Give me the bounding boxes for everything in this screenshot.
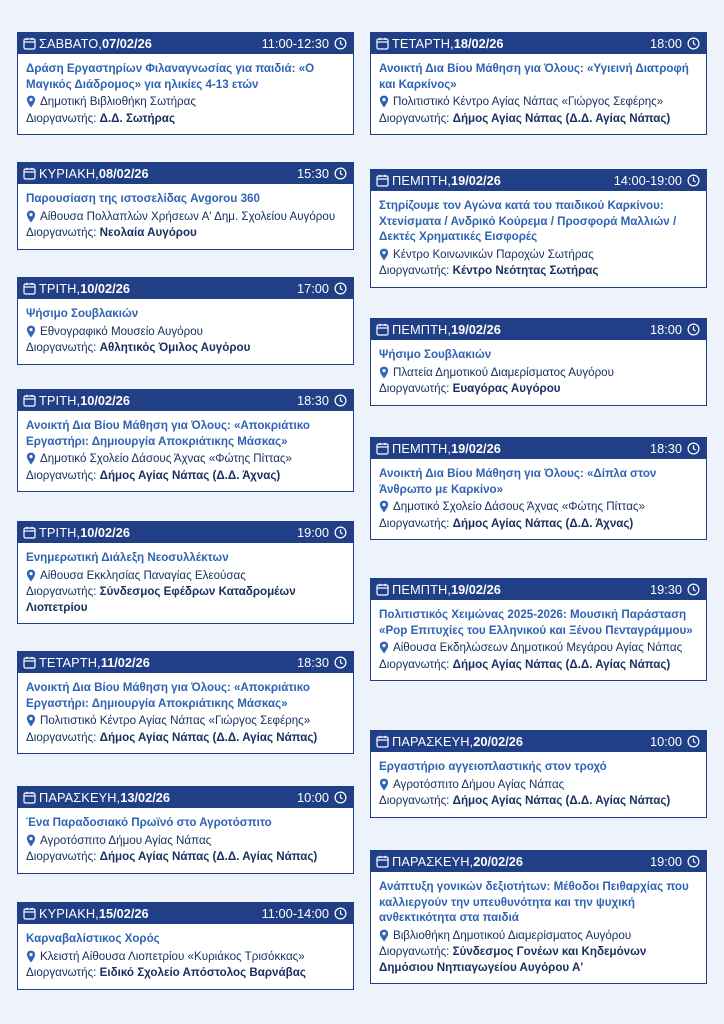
event-location	[26, 568, 345, 584]
event-organizer	[26, 340, 345, 356]
event-time: 18:30	[296, 393, 329, 408]
organizer-label: Διοργανωτής:	[26, 111, 97, 125]
event-card	[17, 162, 354, 250]
organizer-label: Διοργανωτής:	[379, 264, 450, 277]
event-day: ΠΕΜΠΤΗ,	[392, 322, 451, 337]
event-organizer	[379, 516, 698, 532]
event-time-wrap	[650, 582, 700, 597]
event-body	[371, 600, 706, 680]
event-header	[18, 787, 353, 808]
event-title: Ψήσιμο Σουβλακιών	[26, 307, 139, 320]
organizer-name: Ειδικό Σχολείο Απόστολος Βαρνάβας	[99, 966, 306, 979]
location-pin-icon	[379, 641, 389, 654]
location-pin-icon	[26, 452, 36, 465]
event-body	[371, 752, 706, 817]
event-body	[18, 411, 353, 491]
clock-icon	[334, 282, 347, 295]
calendar-icon	[376, 855, 389, 868]
event-day: ΠΑΡΑΣΚΕΥΗ,	[39, 790, 121, 805]
event-time-wrap	[650, 854, 700, 869]
clock-icon	[334, 37, 347, 50]
event-header	[371, 170, 706, 191]
event-time: 17:00	[296, 281, 329, 296]
event-date: 10/02/26	[80, 281, 130, 296]
event-card	[17, 277, 354, 365]
event-location	[379, 247, 698, 263]
event-organizer	[26, 849, 345, 865]
event-time: 15:30	[296, 166, 329, 181]
event-time-wrap	[650, 734, 700, 749]
event-body	[18, 184, 353, 249]
clock-icon	[687, 583, 700, 596]
event-card	[17, 32, 354, 135]
event-date: 19/02/26	[451, 322, 501, 337]
event-organizer	[379, 381, 698, 397]
event-day: ΠΑΡΑΣΚΕΥΗ,	[392, 734, 474, 749]
calendar-icon	[376, 323, 389, 336]
organizer-label: Διοργανωτής:	[379, 382, 450, 395]
event-date: 20/02/26	[473, 734, 524, 749]
event-header	[371, 731, 706, 752]
event-organizer	[379, 263, 698, 279]
event-day: ΤΕΤΑΡΤΗ,	[392, 36, 454, 51]
event-time-wrap	[262, 36, 347, 51]
event-date: 11/02/26	[100, 655, 150, 670]
event-organizer	[26, 111, 345, 127]
event-header	[371, 438, 706, 459]
event-time: 18:30	[296, 655, 329, 670]
event-location-text: Δημοτικό Σχολείο Δάσους Άχνας «Φώτης Πίττας»	[393, 500, 645, 513]
location-pin-icon	[379, 366, 389, 379]
clock-icon	[334, 791, 347, 804]
clock-icon	[687, 735, 700, 748]
event-day: ΤΡΙΤΗ,	[39, 525, 81, 540]
event-date: 10/02/26	[80, 525, 130, 540]
event-location-text: Κέντρο Κοινωνικών Παροχών Σωτήρας	[393, 247, 594, 261]
event-day: ΠΕΜΠΤΗ,	[392, 173, 451, 188]
event-card	[370, 437, 707, 540]
calendar-icon	[23, 394, 36, 407]
event-title: Στηρίζουμε τον Αγώνα κατά του παιδικού Καρκίνου: Χτενίσματα / Ανδρικό Κούρεμα / Προσφορά Μαλλιών / Δεκτές Χρηματικές Εισφορές	[379, 199, 677, 243]
event-time-wrap	[297, 525, 347, 540]
event-body	[18, 673, 353, 753]
event-body	[18, 299, 353, 364]
event-body	[18, 924, 353, 989]
event-location-text: Δημοτικό Σχολείο Δάσους Άχνας «Φώτης Πίττας»	[40, 452, 292, 465]
event-card	[370, 850, 707, 984]
event-day: ΤΡΙΤΗ,	[39, 281, 81, 296]
organizer-label: Διοργανωτής:	[26, 585, 97, 598]
event-location	[26, 94, 345, 110]
event-body	[18, 808, 353, 873]
event-location-text: Βιβλιοθήκη Δημοτικού Διαμερίσματος Αυγόρου	[393, 928, 632, 942]
event-organizer	[379, 944, 698, 975]
event-day: ΣΑΒΒΑΤΟ,	[39, 36, 102, 51]
calendar-icon	[23, 526, 36, 539]
event-organizer	[26, 468, 345, 484]
event-time-wrap	[650, 322, 700, 337]
event-day: ΚΥΡΙΑΚΗ,	[39, 906, 99, 921]
location-pin-icon	[26, 569, 36, 582]
calendar-icon	[23, 656, 36, 669]
event-body	[18, 543, 353, 623]
location-pin-icon	[379, 500, 389, 513]
calendar-icon	[376, 735, 389, 748]
location-pin-icon	[26, 714, 36, 727]
event-location	[379, 777, 698, 793]
event-organizer	[26, 225, 345, 241]
event-time: 11:00-12:30	[261, 36, 329, 51]
event-time-wrap	[297, 166, 347, 181]
calendar-icon	[23, 791, 36, 804]
event-card	[370, 32, 707, 135]
clock-icon	[687, 37, 700, 50]
event-header	[18, 652, 353, 673]
event-location	[26, 209, 345, 225]
event-time: 18:00	[649, 36, 682, 51]
event-location-text: Αίθουσα Εκκλησίας Παναγίας Ελεούσας	[40, 568, 246, 582]
event-header	[371, 319, 706, 340]
event-header	[18, 278, 353, 299]
organizer-label: Διοργανωτής:	[379, 945, 450, 958]
event-header	[18, 903, 353, 924]
event-title: Ενημερωτική Διάλεξη Νεοσυλλέκτων	[26, 551, 229, 564]
location-pin-icon	[379, 929, 389, 942]
event-organizer	[26, 730, 345, 746]
event-location-text: Δημοτική Βιβλιοθήκη Σωτήρας	[40, 95, 196, 108]
event-title: Εργαστήριο αγγειοπλαστικής στον τροχό	[379, 760, 607, 773]
organizer-name: Δήμος Αγίας Νάπας (Δ.Δ. Άχνας)	[99, 468, 281, 482]
event-time-wrap	[650, 441, 700, 456]
event-date: 10/02/26	[80, 393, 130, 408]
clock-icon	[687, 442, 700, 455]
event-time: 14:00-19:00	[613, 173, 682, 188]
event-time-wrap	[614, 173, 700, 188]
event-card	[370, 578, 707, 681]
organizer-name: Δήμος Αγίας Νάπας (Δ.Δ. Αγίας Νάπας)	[452, 111, 671, 125]
event-title: Καρναβαλίστικος Χορός	[26, 932, 160, 945]
event-body	[371, 191, 706, 287]
event-title: Δράση Εργαστηρίων Φιλαναγνωσίας για παιδιά: «Ο Μαγικός Διάδρομος» για ηλικίες 4-13 ετών	[26, 62, 315, 91]
organizer-label: Διοργανωτής:	[26, 341, 97, 354]
event-title: Πολιτιστικός Χειμώνας 2025-2026: Μουσική Παράσταση «Pop Επιτυχίες του Ελληνικού και Ξένου Πενταγράμμου»	[379, 608, 693, 637]
event-location-text: Αγροτόσπιτο Δήμου Αγίας Νάπας	[393, 777, 565, 791]
event-organizer	[379, 793, 698, 809]
event-date: 19/02/26	[451, 441, 501, 456]
event-location-text: Εθνογραφικό Μουσείο Αυγόρου	[40, 324, 204, 338]
calendar-icon	[23, 167, 36, 180]
event-location	[379, 640, 698, 656]
event-card	[17, 389, 354, 492]
organizer-name: Σύνδεσμος Εφέδρων Καταδρομέων Λιοπετρίου	[26, 585, 296, 614]
event-location-text: Κλειστή Αίθουσα Λιοπετρίου «Κυριάκος Τρισόκκας»	[40, 949, 305, 963]
event-time: 18:00	[649, 322, 682, 337]
event-body	[18, 54, 353, 134]
event-date: 20/02/26	[473, 854, 524, 869]
organizer-name: Δήμος Αγίας Νάπας (Δ.Δ. Αγίας Νάπας)	[99, 730, 318, 744]
clock-icon	[334, 526, 347, 539]
event-location	[26, 713, 345, 729]
event-day: ΚΥΡΙΑΚΗ,	[39, 166, 99, 181]
event-card	[370, 318, 707, 406]
calendar-icon	[376, 583, 389, 596]
event-card	[370, 730, 707, 818]
event-organizer	[26, 584, 345, 615]
organizer-label: Διοργανωτής:	[379, 516, 450, 530]
organizer-name: Δήμος Αγίας Νάπας (Δ.Δ. Αγίας Νάπας)	[99, 850, 318, 863]
calendar-icon	[376, 442, 389, 455]
event-header	[18, 163, 353, 184]
organizer-name: Δ.Δ. Σωτήρας	[99, 111, 175, 125]
event-day: ΠΕΜΠΤΗ,	[392, 582, 451, 597]
event-time: 11:00-14:00	[261, 906, 329, 921]
location-pin-icon	[26, 325, 36, 338]
event-time-wrap	[297, 790, 347, 805]
organizer-name: Ευαγόρας Αυγόρου	[452, 382, 561, 395]
location-pin-icon	[26, 950, 36, 963]
event-card	[17, 786, 354, 874]
event-date: 19/02/26	[451, 582, 501, 597]
event-location	[379, 499, 698, 515]
organizer-label: Διοργανωτής:	[26, 850, 97, 863]
clock-icon	[334, 167, 347, 180]
event-card	[17, 521, 354, 624]
event-body	[371, 872, 706, 983]
calendar-icon	[376, 174, 389, 187]
event-time-wrap	[650, 36, 700, 51]
event-location-text: Πολιτιστικό Κέντρο Αγίας Νάπας «Γιώργος Σεφέρης»	[40, 714, 311, 727]
event-date: 18/02/26	[453, 36, 504, 51]
clock-icon	[334, 394, 347, 407]
event-title: Ανοικτή Δια Βίου Μάθηση για Όλους: «Υγιεινή Διατροφή και Καρκίνος»	[379, 62, 689, 91]
clock-icon	[687, 323, 700, 336]
event-title: Ανάπτυξη γονικών δεξιοτήτων: Μέθοδοι Πειθαρχίας που καλλιεργούν την υπευθυνότητα και την ψυχική ανθεκτικότητα στα παιδιά	[379, 880, 689, 924]
event-time: 19:00	[296, 525, 329, 540]
organizer-name: Κέντρο Νεότητας Σωτήρας	[452, 264, 599, 277]
calendar-icon	[23, 37, 36, 50]
location-pin-icon	[379, 95, 389, 108]
event-header	[371, 851, 706, 872]
event-location	[26, 451, 345, 467]
calendar-icon	[23, 907, 36, 920]
organizer-name: Δήμος Αγίας Νάπας (Δ.Δ. Αγίας Νάπας)	[452, 657, 671, 671]
event-organizer	[26, 965, 345, 981]
calendar-icon	[23, 282, 36, 295]
event-title: Ψήσιμο Σουβλακιών	[379, 348, 492, 361]
event-time-wrap	[297, 655, 347, 670]
calendar-icon	[376, 37, 389, 50]
event-date: 07/02/26	[102, 36, 152, 51]
organizer-label: Διοργανωτής:	[26, 468, 97, 482]
event-time: 18:30	[649, 441, 682, 456]
organizer-label: Διοργανωτής:	[26, 730, 97, 744]
event-title: Παρουσίαση της ιστοσελίδας Avgorou 360	[26, 192, 260, 205]
clock-icon	[687, 855, 700, 868]
event-header	[371, 579, 706, 600]
event-body	[371, 340, 706, 405]
organizer-label: Διοργανωτής:	[26, 226, 97, 239]
clock-icon	[334, 656, 347, 669]
event-location-text: Αγροτόσπιτο Δήμου Αγίας Νάπας	[40, 833, 212, 847]
location-pin-icon	[26, 210, 36, 223]
event-time-wrap	[262, 906, 347, 921]
clock-icon	[334, 907, 347, 920]
location-pin-icon	[379, 778, 389, 791]
event-date: 13/02/26	[120, 790, 171, 805]
event-header	[371, 33, 706, 54]
organizer-label: Διοργανωτής:	[26, 966, 97, 979]
event-organizer	[379, 657, 698, 673]
event-header	[18, 522, 353, 543]
event-time: 19:30	[649, 582, 682, 597]
event-card	[17, 902, 354, 990]
organizer-name: Αθλητικός Όμιλος Αυγόρου	[99, 341, 251, 354]
event-body	[371, 54, 706, 134]
event-location-text: Αίθουσα Πολλαπλών Χρήσεων Α' Δημ. Σχολείου Αυγόρου	[40, 209, 336, 223]
event-location	[26, 324, 345, 340]
event-location-text: Πολιτιστικό Κέντρο Αγίας Νάπας «Γιώργος Σεφέρης»	[393, 95, 664, 108]
location-pin-icon	[26, 95, 36, 108]
organizer-label: Διοργανωτής:	[379, 111, 450, 125]
event-time: 10:00	[296, 790, 329, 805]
event-time-wrap	[297, 281, 347, 296]
event-time-wrap	[297, 393, 347, 408]
event-time: 19:00	[649, 854, 682, 869]
location-pin-icon	[26, 834, 36, 847]
event-time: 10:00	[649, 734, 682, 749]
organizer-label: Διοργανωτής:	[379, 794, 450, 807]
event-day: ΤΕΤΑΡΤΗ,	[39, 655, 101, 670]
clock-icon	[687, 174, 700, 187]
event-header	[18, 33, 353, 54]
location-pin-icon	[379, 248, 389, 261]
event-title: Ανοικτή Δια Βίου Μάθηση για Όλους: «Δίπλα στον Άνθρωπο με Καρκίνο»	[379, 467, 657, 496]
event-day: ΤΡΙΤΗ,	[39, 393, 81, 408]
event-location-text: Πλατεία Δημοτικού Διαμερίσματος Αυγόρου	[393, 365, 614, 379]
event-title: Ένα Παραδοσιακό Πρωϊνό στο Αγροτόσπιτο	[26, 816, 272, 829]
event-location-text: Αίθουσα Εκδηλώσεων Δημοτικού Μεγάρου Αγίας Νάπας	[393, 641, 683, 654]
event-location	[379, 94, 698, 110]
event-date: 08/02/26	[98, 166, 149, 181]
event-date: 15/02/26	[98, 906, 149, 921]
event-header	[18, 390, 353, 411]
event-title: Ανοικτή Δια Βίου Μάθηση για Όλους: «Αποκριάτικο Εργαστήρι: Δημιουργία Αποκριάτικης Μάσκας»	[26, 681, 310, 710]
event-card	[17, 651, 354, 754]
event-organizer	[379, 111, 698, 127]
organizer-name: Σύνδεσμος Γονέων και Κηδεμόνων Δημόσιου Νηπιαγωγείου Αυγόρου Α'	[379, 945, 647, 974]
event-location	[26, 833, 345, 849]
organizer-label: Διοργανωτής:	[379, 657, 450, 671]
organizer-name: Δήμος Αγίας Νάπας (Δ.Δ. Αγίας Νάπας)	[452, 794, 671, 807]
event-location	[379, 365, 698, 381]
event-title: Ανοικτή Δια Βίου Μάθηση για Όλους: «Αποκριάτικο Εργαστήρι: Δημιουργία Αποκριάτικης Μάσκας»	[26, 419, 310, 448]
event-location	[379, 928, 698, 944]
event-day: ΠΕΜΠΤΗ,	[392, 441, 451, 456]
organizer-name: Νεολαία Αυγόρου	[99, 226, 197, 239]
event-location	[26, 949, 345, 965]
event-body	[371, 459, 706, 539]
event-date: 19/02/26	[451, 173, 501, 188]
event-card	[370, 169, 707, 288]
event-day: ΠΑΡΑΣΚΕΥΗ,	[392, 854, 474, 869]
organizer-name: Δήμος Αγίας Νάπας (Δ.Δ. Άχνας)	[452, 516, 634, 530]
